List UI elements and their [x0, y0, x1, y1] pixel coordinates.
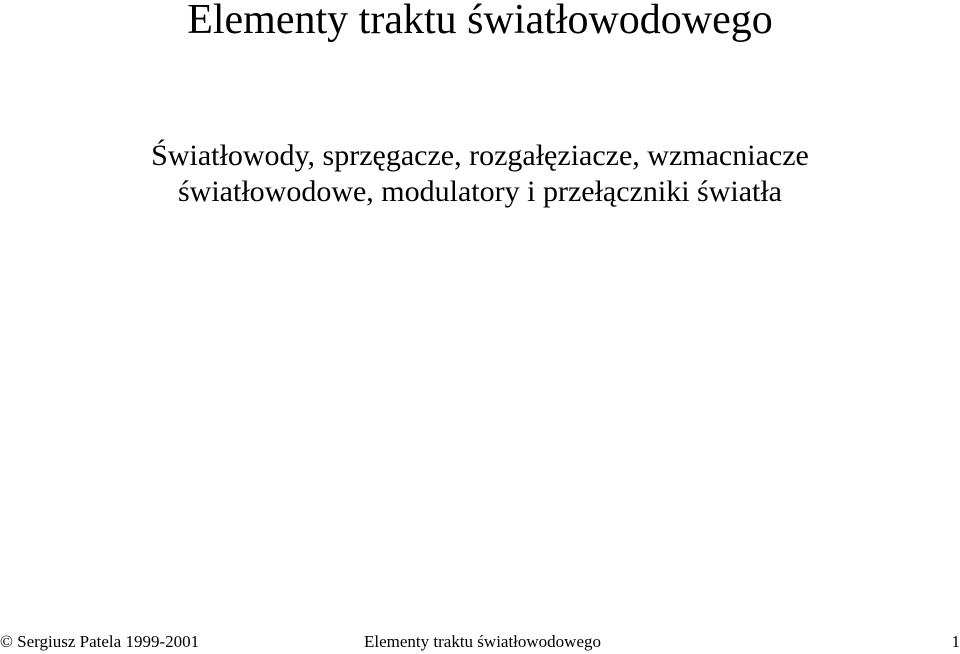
slide-body-text: [0, 138, 960, 210]
body-line: światłowodowe, modulatory i przełączniki światła: [178, 175, 782, 208]
slide-title: Elementy traktu światłowodowego: [187, 0, 773, 43]
body-line: Światłowody, sprzęgacze, rozgałęziacze, wzmacniacze: [151, 139, 809, 172]
footer-title: Elementy traktu światłowodowego: [364, 632, 602, 651]
footer-page-number: 1: [951, 632, 960, 651]
footer-copyright: © Sergiusz Patela 1999-2001: [0, 632, 200, 651]
